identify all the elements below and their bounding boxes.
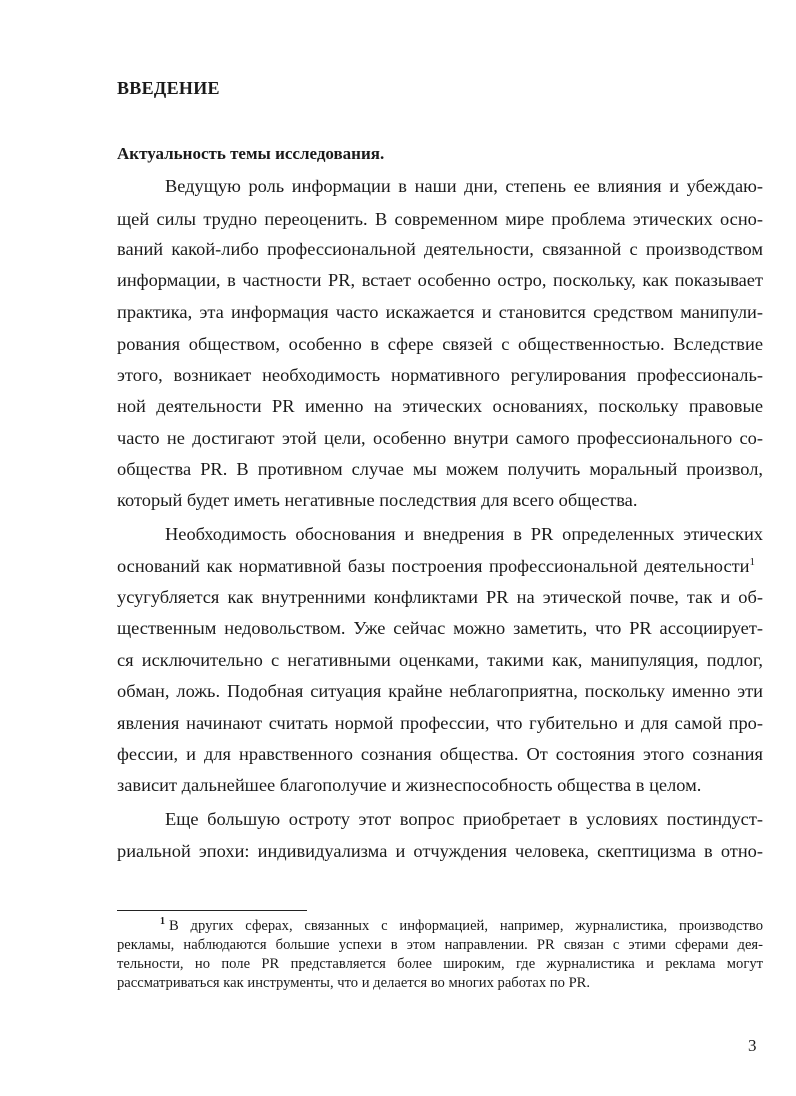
- text-line: обман, ложь. Подобная ситуация крайне неблагоприятна, поскольку именно эти: [117, 681, 763, 701]
- text-line: щей силы трудно переоценить. В современном мире проблема этических осно-: [117, 209, 763, 229]
- footnote-reference: 1: [749, 555, 755, 568]
- text-line: рования обществом, особенно в сфере связей с общественностью. Вследствие: [117, 334, 763, 354]
- text-line: фессии, и для нравственного сознания общества. От состояния этого сознания: [117, 744, 763, 764]
- text-line: который будет иметь негативные последствия для всего общества.: [117, 490, 638, 510]
- section-heading: ВВЕДЕНИЕ: [117, 78, 220, 98]
- text-line: практика, эта информация часто искажается и становится средством манипули-: [117, 302, 763, 322]
- footnote-separator: [117, 910, 307, 911]
- page-number: 3: [748, 1036, 757, 1055]
- text-line: этого, возникает необходимость нормативного регулирования профессиональ-: [117, 365, 763, 385]
- footnote-text: В других сферах, связанных с информацией, например, журналистика, производство: [169, 918, 763, 934]
- text-line: щественным недовольством. Уже сейчас можно заметить, что PR ассоциирует-: [117, 618, 763, 638]
- text-line-with-footnote-ref: [117, 556, 755, 576]
- text-line: явления начинают считать нормой профессии, что губительно и для самой про-: [117, 713, 763, 733]
- footnote-line: рекламы, наблюдаются большие успехи в этом направлении. PR связан с этими сферами дея-: [117, 937, 763, 953]
- text-line: риальной эпохи: индивидуализма и отчуждения человека, скептицизма в отно-: [117, 841, 763, 861]
- footnote-line: тельности, но поле PR представляется более широким, где журналистика и реклама могут: [117, 956, 763, 972]
- text-line: ся исключительно с негативными оценками, такими как, манипуляция, подлог,: [117, 650, 763, 670]
- footnote-line: [160, 918, 763, 935]
- text-line: ваний какой-либо профессиональной деятельности, связанной с производством: [117, 239, 763, 259]
- text-line: ной деятельности PR именно на этических основаниях, поскольку правовые: [117, 396, 763, 416]
- text-line: Необходимость обоснования и внедрения в PR определенных этических: [165, 524, 763, 544]
- footnote-line: рассматриваться как инструменты, что и делается во многих работах по PR.: [117, 975, 591, 991]
- text-line: Еще большую остроту этот вопрос приобретает в условиях постиндуст-: [165, 809, 763, 829]
- footnote-marker: 1: [160, 916, 165, 928]
- subsection-heading: Актуальность темы исследования.: [117, 144, 385, 163]
- text-line: информации, в частности PR, встает особенно остро, поскольку, как показывает: [117, 270, 763, 290]
- text-line: общества PR. В противном случае мы можем получить моральный произвол,: [117, 459, 763, 479]
- text-line: усугубляется как внутренними конфликтами PR на этической почве, так и об-: [117, 587, 763, 607]
- text-line: часто не достигают этой цели, особенно внутри самого профессионального со-: [117, 428, 763, 448]
- text-line: зависит дальнейшее благополучие и жизнеспособность общества в целом.: [117, 775, 702, 795]
- text-span: оснований как нормативной базы построения профессиональной деятельности: [117, 556, 750, 576]
- text-line: Ведущую роль информации в наши дни, степень ее влияния и убеждаю-: [165, 176, 763, 196]
